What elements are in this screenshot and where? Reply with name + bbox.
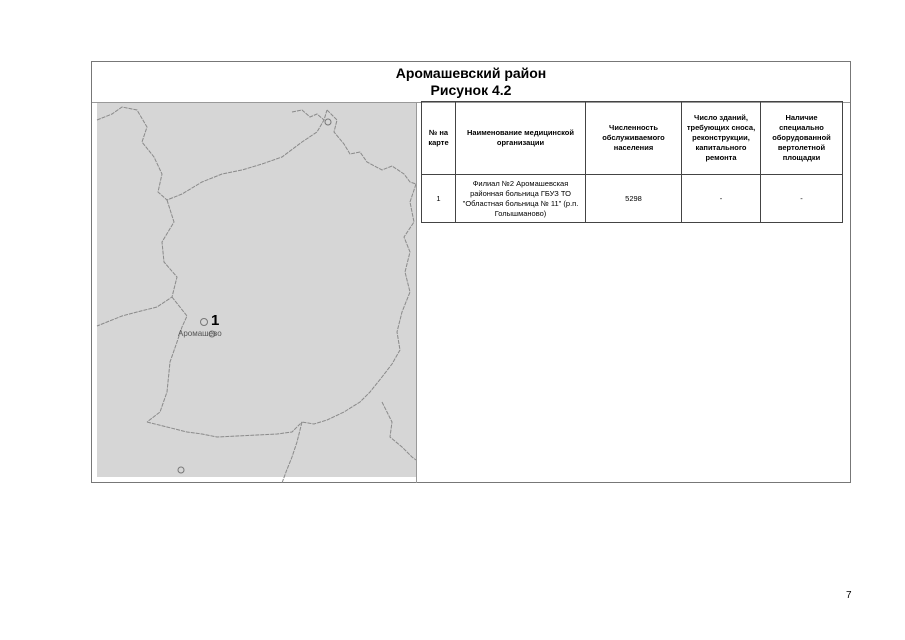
- table-row: [422, 175, 843, 223]
- header-helipad: Наличие специально оборудованной вертолетной площадки: [761, 102, 843, 175]
- map-graphic: [92, 102, 416, 483]
- header-population: Численность обслуживаемого населения: [586, 102, 682, 175]
- medical-org-table: [421, 101, 843, 223]
- header-org-name: Наименование медицинской организации: [456, 102, 586, 175]
- map-marker-number: 1: [211, 312, 220, 329]
- cell-org-name: Филиал №2 Аромашевская районная больница ГБУЗ ТО "Областная больница № 11" (р.п. Голышманово): [456, 175, 586, 223]
- cell-map-number: 1: [422, 175, 456, 223]
- cell-buildings: -: [682, 175, 761, 223]
- district-title: Аромашевский район: [395, 65, 547, 81]
- header-buildings: Число зданий, требующих сноса, реконструкции, капитального ремонта: [682, 102, 761, 175]
- town-label: Аромашево: [178, 329, 222, 338]
- header-map-number: № на карте: [422, 102, 456, 175]
- figure-header: [92, 62, 850, 103]
- district-map: [92, 102, 417, 483]
- cell-population: 5298: [586, 175, 682, 223]
- map-background: [97, 103, 416, 477]
- figure-title: Рисунок 4.2: [430, 82, 512, 98]
- page-number: 7: [846, 590, 852, 601]
- table-header-row: [422, 102, 843, 175]
- cell-helipad: -: [761, 175, 843, 223]
